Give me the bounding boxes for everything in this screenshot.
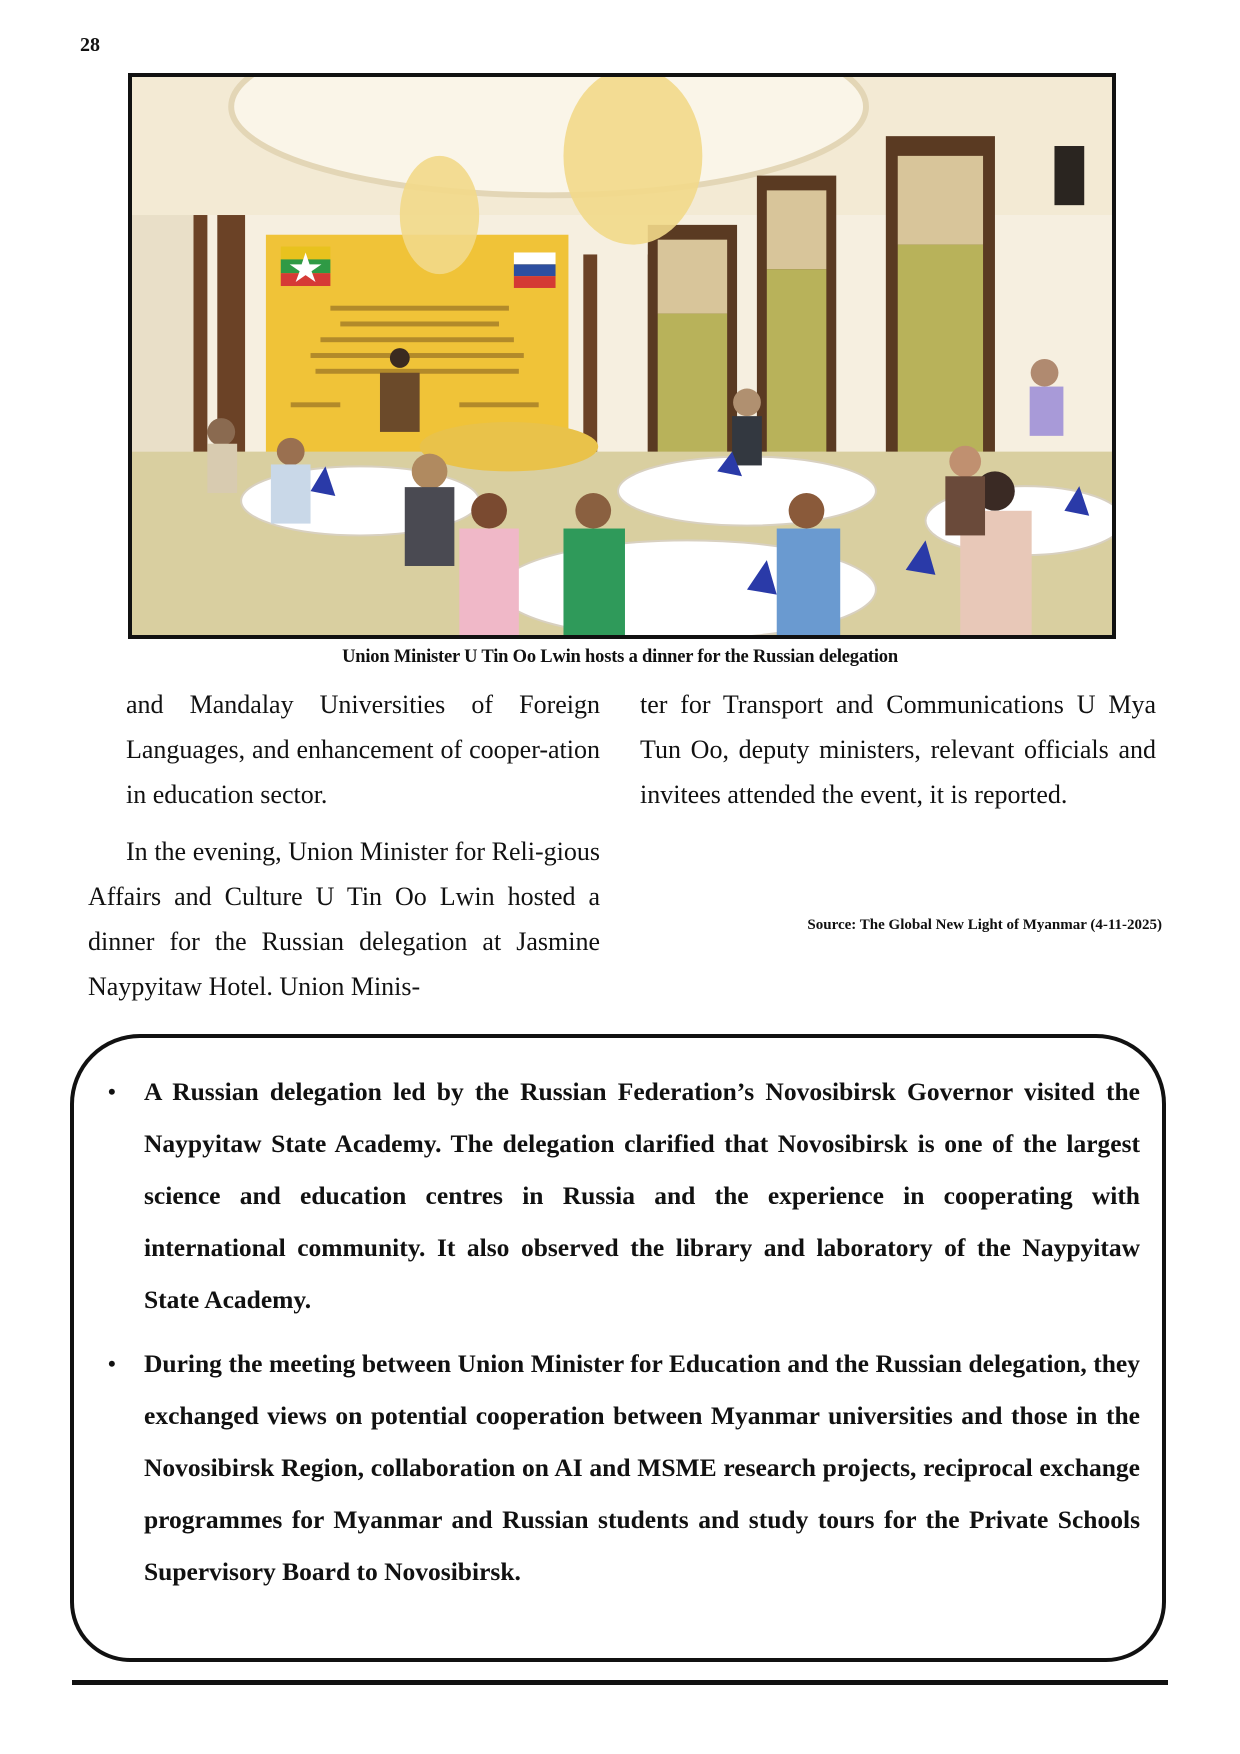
summary-item <box>104 1338 1140 1598</box>
banquet-hall-illustration <box>132 77 1112 635</box>
article-column-left <box>88 682 600 1009</box>
summary-item-text: During the meeting between Union Minister for Education and the Russian delegation, they exchanged views on potential cooperation between Myanmar universities and those in the Novosibirsk Region, collaboration on AI and MSME research projects, reciprocal exchange programmes for Myanmar and Russian students and study tours for the Private Schools Supervisory Board to Novosibirsk. <box>144 1349 1140 1586</box>
summary-item-text: A Russian delegation led by the Russian Federation’s Novosibirsk Governor visited the Naypyitaw State Academy. The delegation clarified that Novosibirsk is one of the largest science and education centres in Russia and the experience in cooperating with international community. It also observed the library and laboratory of the Naypyitaw State Academy. <box>144 1077 1140 1314</box>
pillar <box>193 215 207 471</box>
article-paragraph: In the evening, Union Minister for Reli-gious Affairs and Culture U Tin Oo Lwin hosted a dinner for the Russian delegation at Jasmine Naypyitaw Hotel. Union Minis- <box>88 837 600 1001</box>
podium <box>380 373 420 432</box>
summary-list <box>104 1066 1140 1610</box>
article-paragraph: and Mandalay Universities of Foreign Languages, and enhancement of cooper-ation in education sector. <box>126 690 600 809</box>
source-credit: Source: The Global New Light of Myanmar (4-11-2025) <box>807 917 1162 933</box>
page-number: 28 <box>80 34 100 56</box>
window <box>648 225 737 462</box>
window <box>757 176 836 462</box>
article-paragraph: ter for Transport and Communications U Mya Tun Oo, deputy ministers, relevant officials and invitees attended the event, it is reported. <box>640 690 1156 809</box>
bullet-icon: • <box>108 1351 116 1376</box>
speaker <box>390 348 410 368</box>
russia-flag-icon <box>514 252 556 287</box>
window <box>886 136 995 461</box>
summary-item <box>104 1066 1140 1326</box>
photo-caption: Union Minister U Tin Oo Lwin hosts a dinner for the Russian delegation <box>342 647 898 667</box>
summary-box <box>70 1034 1166 1662</box>
pillar <box>132 215 201 452</box>
speaker-box <box>1054 146 1084 205</box>
event-photo <box>128 73 1116 639</box>
bullet-icon: • <box>108 1079 116 1104</box>
head-table <box>420 422 599 471</box>
bottom-divider <box>72 1680 1168 1685</box>
article-column-right <box>640 682 1156 817</box>
